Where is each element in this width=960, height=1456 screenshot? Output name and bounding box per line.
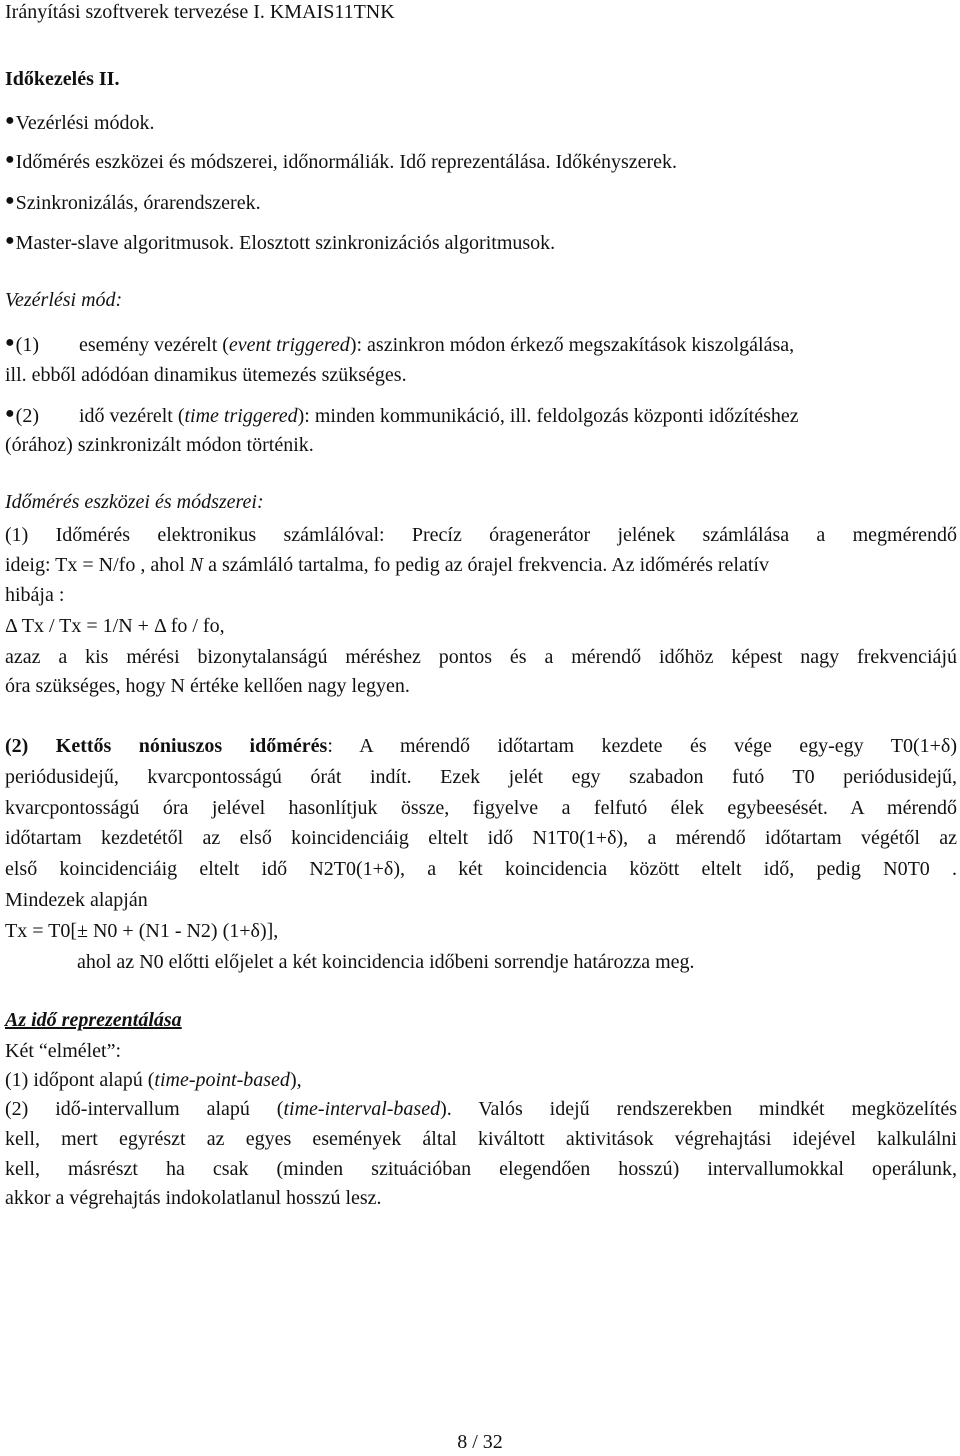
paragraph-line: hibája : (5, 584, 65, 606)
paragraph-line: ideig: Tx = N/fo , ahol N a számláló tartalma, fo pedig az órajel frekvencia. Az időmérés relatív (5, 554, 769, 576)
paragraph-line: első koincidenciáig eltelt idő N2T0(1+δ), a két koincidencia között eltelt idő, pedig N0T0 . (5, 858, 957, 880)
paragraph-line: (2) Kettős nóniuszos időmérés: A mérendő időtartam kezdete és vége egy-egy T0(1+δ) (5, 735, 957, 757)
paragraph-line: akkor a végrehajtás indokolatlanul hosszú lesz. (5, 1187, 382, 1209)
section-title: (2) Kettős nóniuszos időmérés (5, 735, 328, 757)
paragraph-line: (1) időpont alapú (time-point-based), (5, 1069, 302, 1091)
bullet-item: ●Vezérlési módok. (5, 112, 155, 134)
paragraph-line: óra szükséges, hogy N értéke kellően nagy legyen. (5, 675, 410, 697)
bullet-item: ●Szinkronizálás, órarendszerek. (5, 192, 261, 214)
paragraph-line: kell, mert egyrészt az egyes események által kiváltott aktivitások végrehajtási idejével kalkulálni (5, 1128, 957, 1150)
bullet-icon: ● (5, 151, 15, 168)
bullet-item: ●Master-slave algoritmusok. Elosztott szinkronizációs algoritmusok. (5, 232, 556, 254)
paragraph-line: ahol az N0 előtti előjelet a két koincidencia időbeni sorrendje határozza meg. (77, 951, 695, 973)
paragraph-line: (1) Időmérés elektronikus számlálóval: Precíz óragenerátor jelének számlálása a megmérendő (5, 524, 957, 546)
mode-item-cont: ill. ebből adódóan dinamikus ütemezés szükséges. (5, 364, 407, 386)
section-title: Időkezelés II. (5, 68, 120, 90)
mode-item-cont: (órához) szinkronizált módon történik. (5, 434, 314, 456)
mode-item: ●(2) idő vezérelt (time triggered): minden kommunikáció, ill. feldolgozás központi időzítéshez (5, 405, 799, 427)
bullet-icon: ● (5, 192, 15, 209)
paragraph-line: Mindezek alapján (5, 889, 148, 911)
paragraph-line: (2) idő-intervallum alapú (time-interval-based). Valós idejű rendszerekben mindkét megközelítés (5, 1098, 957, 1120)
document-header: Irányítási szoftverek tervezése I. KMAIS11TNK (5, 1, 395, 23)
bullet-item: ●Időmérés eszközei és módszerei, időnormáliák. Idő reprezentálása. Időkényszerek. (5, 151, 678, 173)
paragraph-line: kvarcpontosságú óra jelével hasonlítjuk össze, figyelve a felfutó élek egybeesését. A mérendő (5, 797, 957, 819)
formula: Δ Tx / Tx = 1/N + Δ fo / fo, (5, 615, 225, 637)
paragraph-line: kell, másrészt ha csak (minden szituációban elegendően hosszú) intervallumokkal operálunk, (5, 1158, 957, 1180)
section-title: Vezérlési mód: (5, 289, 123, 311)
bullet-icon: ● (5, 232, 15, 249)
mode-item: ●(1) esemény vezérelt (event triggered): aszinkron módon érkező megszakítások kiszolgálása, (5, 334, 795, 356)
paragraph-line: azaz a kis mérési bizonytalanságú méréshez pontos és a mérendő időhöz képest nagy frekvenciájú (5, 646, 957, 668)
section-title: Az idő reprezentálása (5, 1009, 182, 1031)
paragraph-line: periódusidejű, kvarcpontosságú órát indít. Ezek jelét egy szabadon futó T0 periódusidejű, (5, 766, 957, 788)
bullet-icon: ● (5, 334, 15, 351)
paragraph-line: időtartam kezdetétől az első koincidenciáig eltelt idő N1T0(1+δ), a mérendő időtartam végétől az (5, 827, 957, 849)
section-title: Időmérés eszközei és módszerei: (5, 491, 264, 513)
bullet-icon: ● (5, 112, 15, 129)
paragraph-line: Két “elmélet”: (5, 1040, 122, 1062)
formula: Tx = T0[± N0 + (N1 - N2) (1+δ)], (5, 920, 279, 942)
page-number: 8 / 32 (457, 1431, 503, 1453)
bullet-icon: ● (5, 405, 15, 422)
